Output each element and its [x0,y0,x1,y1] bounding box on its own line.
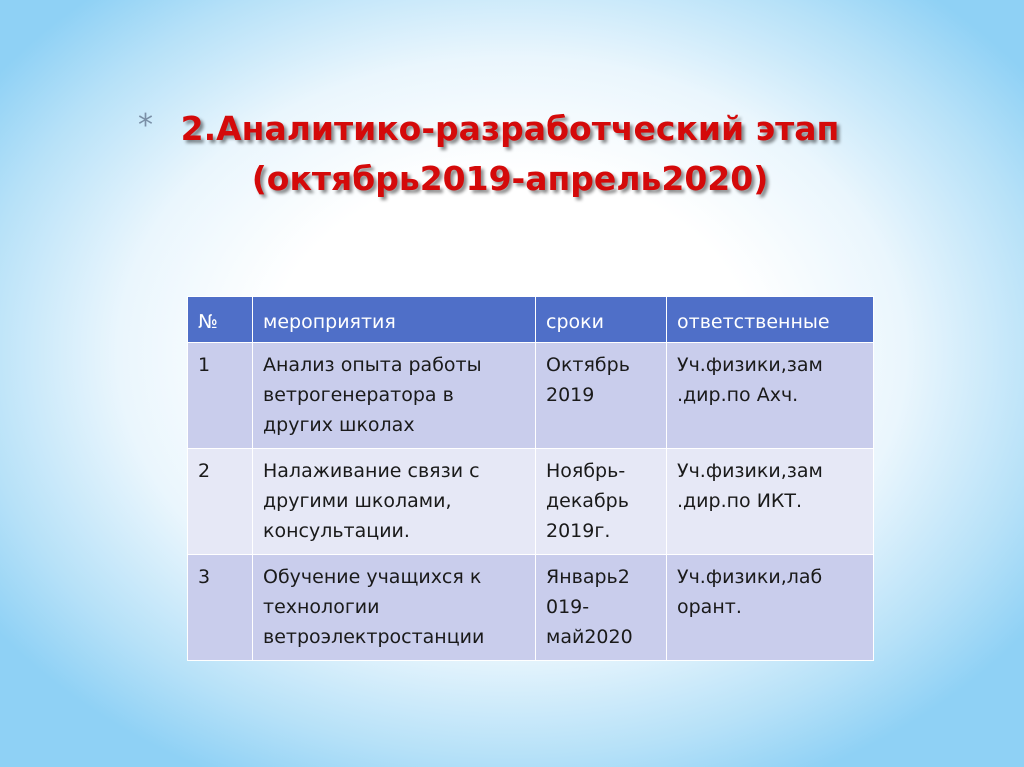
cell-line: технологии [263,596,380,618]
cell-number: 2 [188,449,253,555]
cell-number: 1 [188,343,253,449]
header-number: № [188,297,253,343]
table-row [188,555,874,661]
cell-line: 019- [546,596,590,618]
schedule-table-container [187,296,873,661]
header-events: мероприятия [253,297,536,343]
cell-line: май2020 [546,626,633,648]
title-block [130,104,890,204]
table-header-row [188,297,874,343]
cell-line: консультации. [263,520,410,542]
cell-line: Уч.физики,лаб [677,566,823,588]
cell-line: Январь2 [546,566,630,588]
cell-line: 2019г. [546,520,611,542]
cell-line: декабрь [546,490,629,512]
cell-line: Анализ опыта работы [263,354,482,376]
cell-line: ветроэлектростанции [263,626,485,648]
cell-line: Октябрь [546,354,630,376]
cell-event [253,555,536,661]
cell-date [536,343,667,449]
title-line-2: (октябрь2019-апрель2020) [251,159,769,198]
cell-responsible [667,555,874,661]
cell-line: орант. [677,596,742,618]
title-bullet: * [138,108,153,143]
cell-event [253,449,536,555]
cell-date [536,555,667,661]
cell-line: Обучение учащихся к [263,566,482,588]
table-row [188,449,874,555]
cell-number: 3 [188,555,253,661]
cell-event [253,343,536,449]
page-title [130,104,890,204]
cell-line: Ноябрь- [546,460,626,482]
header-responsible: ответственные [667,297,874,343]
cell-line: Уч.физики,зам [677,354,823,376]
title-line-1: 2.Аналитико-разработческий этап [180,109,840,148]
cell-date [536,449,667,555]
cell-line: другими школами, [263,490,452,512]
cell-line: 2019 [546,384,595,406]
cell-line: Уч.физики,зам [677,460,823,482]
cell-line: Налаживание связи с [263,460,480,482]
table-row [188,343,874,449]
schedule-table [187,296,874,661]
cell-responsible [667,343,874,449]
cell-line: .дир.по Ахч. [677,384,799,406]
cell-line: других школах [263,414,415,436]
cell-line: .дир.по ИКТ. [677,490,803,512]
header-dates: сроки [536,297,667,343]
cell-responsible [667,449,874,555]
cell-line: ветрогенератора в [263,384,454,406]
